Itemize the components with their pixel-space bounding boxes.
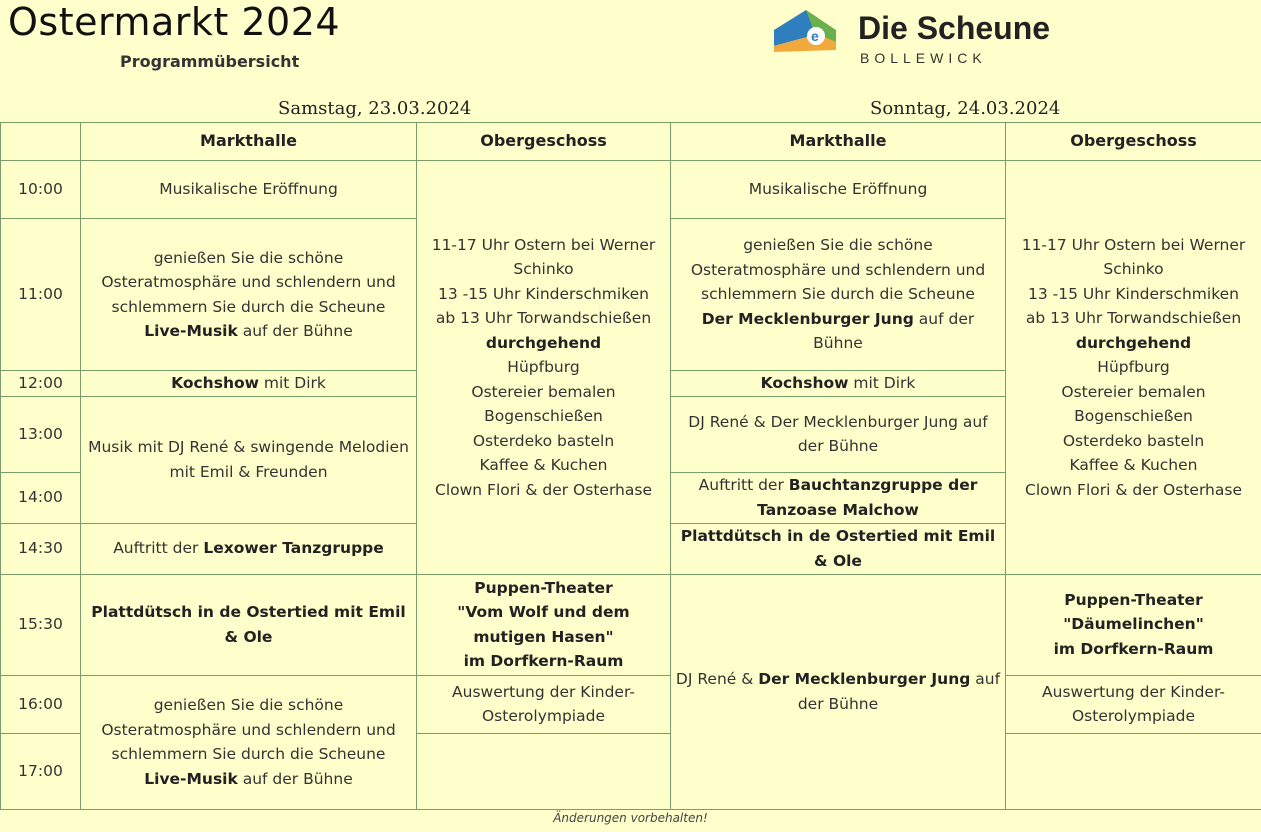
svg-text:e: e (811, 28, 819, 44)
event-cell (671, 371, 1006, 397)
event-cell (81, 219, 417, 371)
time-cell: 11:00 (1, 219, 81, 371)
event-cell: DJ René & Der Mecklenburger Jung auf der Bühne (671, 396, 1006, 472)
event-cell (81, 371, 417, 397)
column-header: Markthalle (81, 123, 417, 161)
column-header: Obergeschoss (417, 123, 671, 161)
event-line (85, 767, 412, 792)
event-line: Kaffee & Kuchen (1069, 456, 1198, 474)
event-line: ab 13 Uhr Torwandschießen (1025, 309, 1242, 327)
event-line: Osterdeko basteln (1062, 431, 1205, 450)
event-cell (417, 161, 671, 575)
event-line: Osteratmosphäre und schlendern und (101, 720, 396, 739)
event-line: durchgehend (485, 333, 602, 352)
event-line: im Dorfkern-Raum (463, 652, 624, 670)
event-line: Hüpfburg (507, 358, 580, 376)
event-line: genießen Sie die schöne (153, 248, 344, 267)
event-text: auf der Bühne (813, 309, 975, 353)
event-line: durchgehend (1075, 333, 1192, 352)
event-highlight: Der Mecklenburger Jung (701, 309, 914, 328)
event-line: 13 -15 Uhr Kinderschmiken (1027, 284, 1239, 303)
event-cell (671, 472, 1006, 523)
event-highlight: Kochshow (171, 374, 259, 392)
event-cell (671, 574, 1006, 809)
table-row (1, 574, 1261, 675)
event-line (675, 307, 1001, 356)
event-text: Auftritt der (113, 539, 204, 558)
event-cell (671, 219, 1006, 371)
event-line: im Dorfkern-Raum (1053, 639, 1214, 658)
event-cell: Musikalische Eröffnung (81, 161, 417, 219)
event-line: Bogenschießen (484, 407, 603, 425)
event-line: genießen Sie die schöne (743, 236, 933, 255)
header-row (1, 123, 1261, 161)
table-row (1, 675, 1261, 733)
event-text: mit Dirk (848, 374, 916, 392)
event-highlight: Plattdütsch in de Ostertied mit Emil & Ole (680, 527, 996, 570)
event-cell (671, 523, 1006, 574)
time-cell: 13:00 (1, 396, 81, 472)
schedule-table (0, 122, 1261, 810)
event-highlight: Live-Musik (144, 769, 238, 788)
event-cell (417, 574, 671, 675)
event-cell (1006, 161, 1261, 575)
event-line: 11-17 Uhr Ostern bei Werner Schinko (1021, 235, 1246, 278)
event-text: auf der Bühne (797, 670, 1001, 713)
event-line: 13 -15 Uhr Kinderschmiken (437, 284, 649, 303)
column-header: Markthalle (671, 123, 1006, 161)
event-line: Hüpfburg (1097, 358, 1170, 376)
event-line: ab 13 Uhr Torwandschießen (435, 309, 652, 327)
event-line: "Däumelinchen" (1063, 615, 1204, 634)
event-highlight: Live-Musik (144, 322, 238, 340)
event-cell: Musik mit DJ René & swingende Melodien mit Emil & Freunden (81, 396, 417, 523)
event-line: Puppen-Theater (1064, 590, 1203, 609)
event-line: Osteratmosphäre und schlendern und (101, 273, 396, 291)
table-row (1, 161, 1261, 219)
event-line: Kaffee & Kuchen (479, 456, 608, 474)
event-line (85, 319, 412, 344)
event-line: Osterdeko basteln (472, 431, 615, 450)
barn-logo-icon (772, 6, 852, 52)
time-cell: 14:00 (1, 472, 81, 523)
time-cell: 14:30 (1, 523, 81, 574)
time-cell: 17:00 (1, 733, 81, 809)
time-cell: 10:00 (1, 161, 81, 219)
event-line: Ostereier bemalen (471, 382, 616, 401)
logo (772, 6, 1102, 66)
time-cell: 12:00 (1, 371, 81, 397)
event-line: Bogenschießen (1074, 407, 1193, 425)
event-text: auf der Bühne (237, 322, 353, 340)
event-cell (81, 574, 417, 675)
page-subtitle: Programmübersicht (120, 52, 300, 71)
event-line: schlemmern Sie durch die Scheune (701, 285, 975, 304)
event-line: schlemmern Sie durch die Scheune (111, 297, 386, 316)
event-cell (81, 523, 417, 574)
event-text: mit Dirk (258, 374, 326, 392)
event-line: genießen Sie die schöne (153, 696, 344, 714)
event-cell: Musikalische Eröffnung (671, 161, 1006, 219)
event-cell (81, 675, 417, 809)
logo-name: Die Scheune (858, 10, 1051, 46)
event-text: auf der Bühne (237, 769, 353, 788)
event-cell (417, 733, 671, 809)
logo-place: BOLLEWICK (860, 50, 987, 66)
event-line: Osteratmosphäre und schlendern und (690, 260, 986, 279)
column-header: Obergeschoss (1006, 123, 1261, 161)
event-cell (1006, 733, 1261, 809)
event-text: Auftritt der (698, 476, 789, 494)
time-header (1, 123, 81, 161)
event-line: Ostereier bemalen (1061, 382, 1206, 401)
event-line: "Vom Wolf und dem mutigen Hasen" (457, 603, 630, 646)
event-line: Clown Flori & der Osterhase (435, 480, 652, 499)
event-cell (1006, 574, 1261, 675)
event-highlight: Bauchtanzgruppe der Tanzoase Malchow (757, 476, 978, 519)
event-line: schlemmern Sie durch die Scheune (111, 745, 386, 763)
event-highlight: Lexower Tanzgruppe (203, 539, 384, 558)
event-line: 11-17 Uhr Ostern bei Werner Schinko (431, 235, 656, 278)
saturday-date: Samstag, 23.03.2024 (278, 98, 472, 119)
time-cell: 15:30 (1, 574, 81, 675)
event-line: Clown Flori & der Osterhase (1025, 480, 1242, 499)
footer-note: Änderungen vorbehalten! (553, 811, 708, 825)
event-highlight: Kochshow (760, 374, 849, 392)
event-line: Puppen-Theater (474, 578, 613, 597)
event-cell: Auswertung der Kinder-Osterolympiade (1006, 675, 1261, 733)
event-text: DJ René & (675, 670, 759, 688)
event-highlight: Plattdütsch in de Ostertied mit Emil & Ole (91, 603, 406, 646)
sunday-date: Sonntag, 24.03.2024 (870, 98, 1061, 119)
event-highlight: Der Mecklenburger Jung (758, 670, 971, 688)
time-cell: 16:00 (1, 675, 81, 733)
event-cell: Auswertung der Kinder-Osterolympiade (417, 675, 671, 733)
page-title: Ostermarkt 2024 (8, 0, 341, 44)
